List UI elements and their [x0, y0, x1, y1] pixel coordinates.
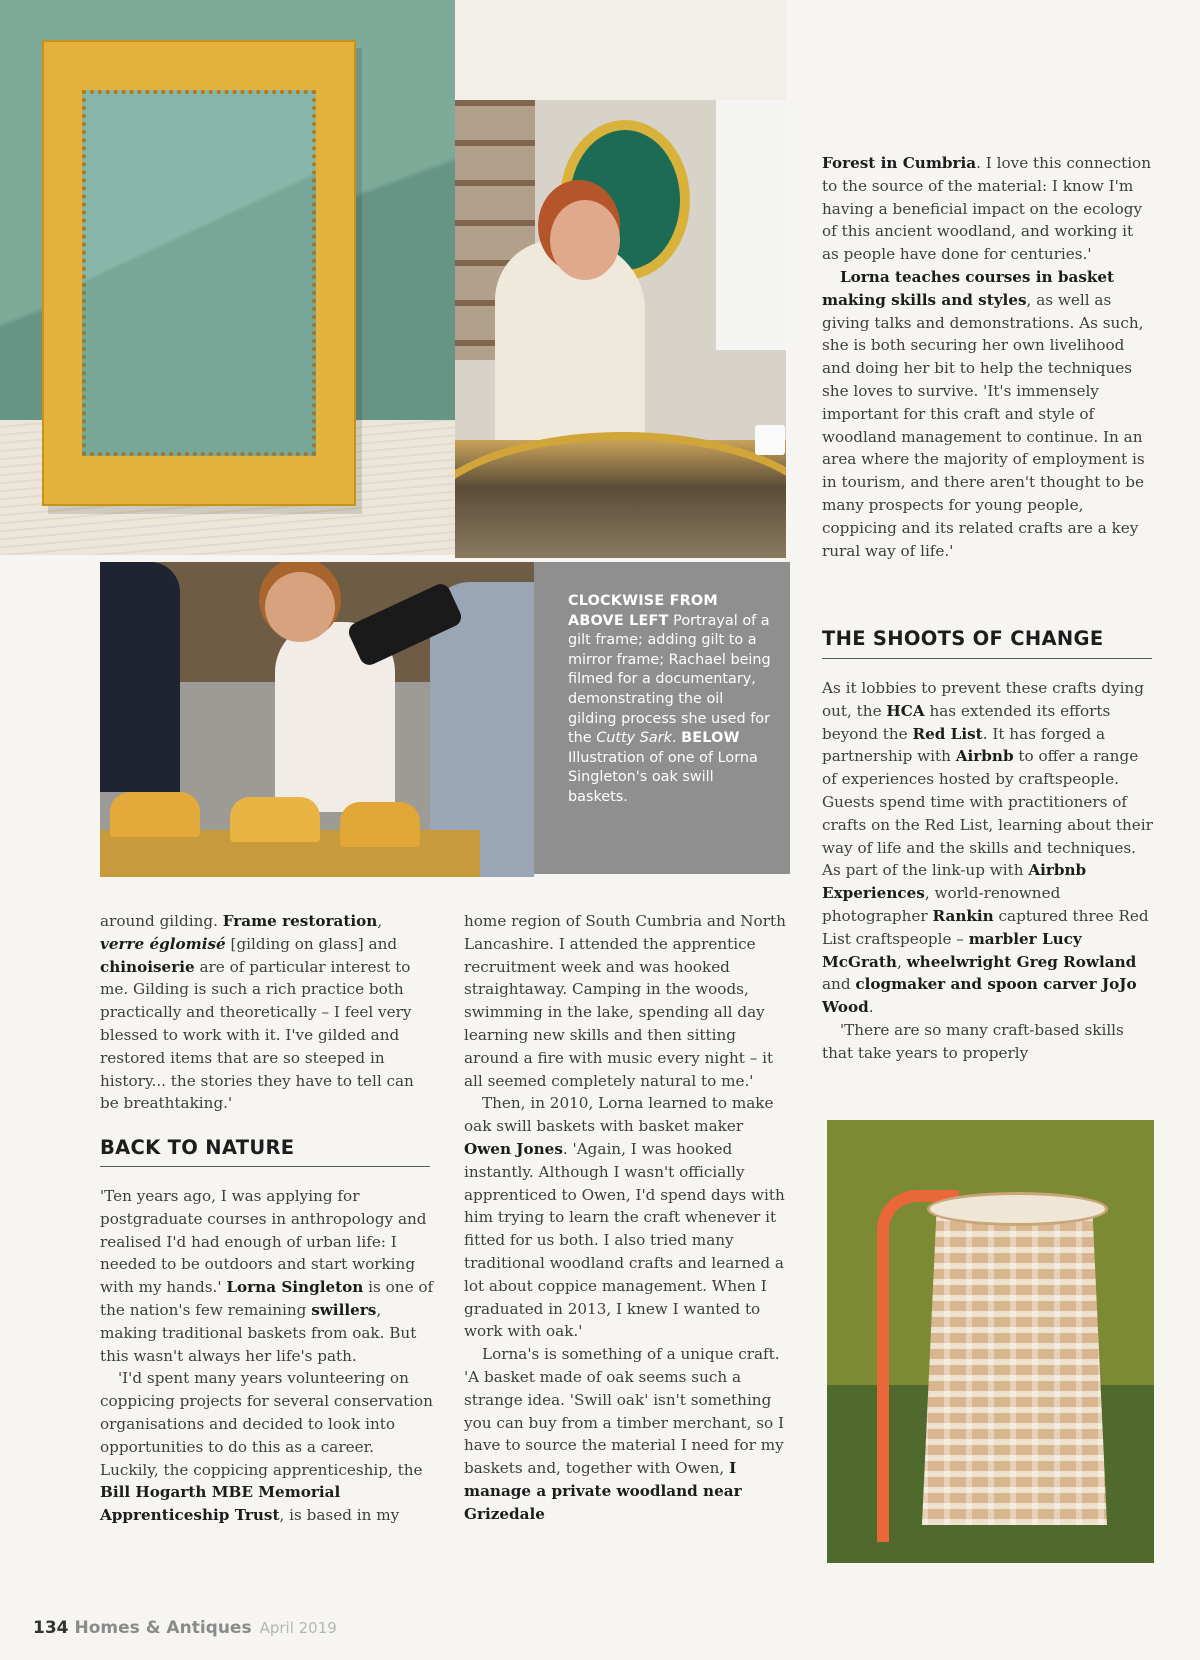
heading-back-to-nature: BACK TO NATURE: [100, 1136, 295, 1159]
heading-shoots-of-change: THE SHOOTS OF CHANGE: [822, 627, 1104, 650]
magazine-name: Homes & Antiques: [74, 1618, 252, 1638]
column-1-body: 'Ten years ago, I was applying for postgraduate courses in anthropology and realised I'd had enough of urban life: I needed to be outdoors and start working with my hands.' Lorna Singleton is one of the nation's few remaining swillers, making traditional baskets from oak. But this wasn't always her life's path. 'I'd spent many years volunteering on coppicing projects for several conservation organisations and decided to look into opportunities to do this as a career. Luckily, the coppicing apprenticeship, the Bill Hogarth MBE Memorial Apprenticeship Trust, is based in my: [100, 1187, 434, 1525]
documentary-filming-photo: [100, 562, 534, 877]
issue-date: April 2019: [259, 1619, 337, 1637]
column-3-body: As it lobbies to prevent these crafts dying out, the HCA has extended its efforts beyond the Red List. It has forged a partnership with Airbnb to offer a range of experiences hosted by craftspeople. Guests spend time with practitioners of crafts on the Red List, learning about their way of life and the skills and techniques. As part of the link-up with Airbnb Experiences, world-renowned photographer Rankin captured three Red List craftspeople – marbler Lucy McGrath, wheelwright Greg Rowland and clogmaker and spoon carver JoJo Wood. 'There are so many craft-based skills that take years to properly: [822, 679, 1153, 1062]
column-1-intro: around gilding. Frame restoration, verre églomisé [gilding on glass] and chinoiserie are of particular interest to me. Gilding is such a rich practice both practically and theoretically – I feel very blessed to work with it. I've gilded and restored items that are so steeped in history... the stories they have to tell can be breathtaking.': [100, 912, 414, 1113]
gilt-frame: [42, 40, 356, 506]
heading-rule: [822, 658, 1152, 659]
page-number: 134: [33, 1618, 69, 1638]
column-3-top: Forest in Cumbria. I love this connection to the source of the material: I know I'm having a beneficial impact on the ecology of this ancient woodland, and working it as people have done for centuries.' Lorna teaches courses in basket making skills and styles, as well as giving talks and demonstrations. As such, she is both securing her own livelihood and doing her bit to help the techniques she loves to survive. 'It's immensely important for this craft and style of woodland management to continue. In an area where the majority of employment is in tourism, and there aren't thought to be many prospects for young people, coppicing and its related crafts are a key rural way of life.': [822, 154, 1151, 560]
mirror-gilding-photo: [455, 100, 786, 558]
page-footer: [33, 1618, 337, 1638]
photo-caption: CLOCKWISE FROM ABOVE LEFT Portrayal of a gilt frame; adding gilt to a mirror frame; Rachael being filmed for a documentary, demonstrating the oil gilding process she used for the Cutty Sark. BELOW Illustration of one of Lorna Singleton's oak swill baskets.: [534, 562, 790, 874]
heading-rule: [100, 1166, 430, 1167]
column-2-body: home region of South Cumbria and North Lancashire. I attended the apprentice recruitment week and was hooked straightaway. Camping in the woods, swimming in the lake, spending all day learning new skills and then sitting around a fire with music every night – it all seemed completely natural to me.' Then, in 2010, Lorna learned to make oak swill baskets with basket maker Owen Jones. 'Again, I was hooked instantly. Although I wasn't officially apprenticed to Owen, I'd spend days with him trying to learn the craft whenever it fitted for us both. I also tried many traditional woodland crafts and learned a lot about coppice management. When I graduated in 2013, I knew I wanted to work with oak.' Lorna's is something of a unique craft. 'A basket made of oak seems such a strange idea. 'Swill oak' isn't something you can buy from a timber merchant, so I have to source the material I need for my baskets and, together with Owen, I manage a private woodland near Grizedale: [464, 912, 786, 1523]
oak-swill-basket-illustration: [827, 1120, 1154, 1563]
